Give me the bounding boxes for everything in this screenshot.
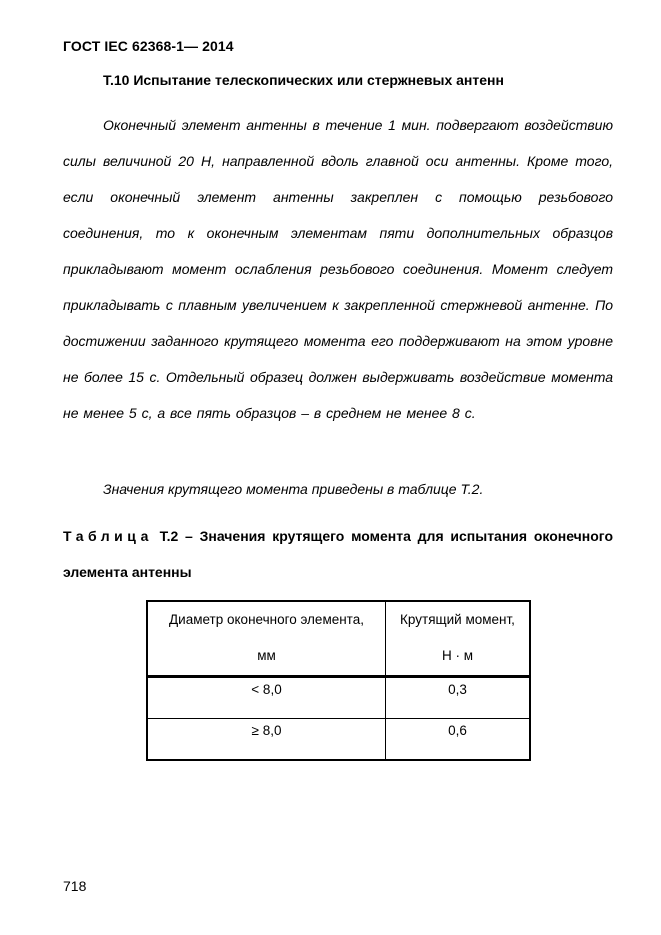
torque-table	[146, 600, 531, 761]
table-cell-torque: 0,3	[386, 677, 531, 719]
table-cell-diameter: ≥ 8,0	[147, 719, 386, 761]
body-paragraph-reference: Значения крутящего момента приведены в таблице Т.2.	[103, 481, 484, 497]
table-cell-torque: 0,6	[386, 719, 531, 761]
page-number: 718	[63, 878, 87, 894]
table-row	[147, 719, 530, 761]
body-paragraph: Оконечный элемент антенны в течение 1 мин. подвергают воздействию силы величиной 20 Н, направленной вдоль главной оси антенны. Кроме того, если оконечный элемент антенны закреплен с помощью резьбового соединения, то к оконечным элементам пяти дополнительных образцов прикладывают момент ослабления резьбового соединения. Момент следует прикладывать с плавным увеличением к закрепленной стержневой антенне. По достижении заданного крутящего момента его поддерживают на этом уровне не более 15 с. Отдельный образец должен выдерживать воздействие момента не менее 5 с, а все пять образцов – в среднем не менее 8 с.	[63, 117, 613, 421]
header-torque-label: Крутящий момент,	[400, 612, 515, 627]
table-cell-diameter: < 8,0	[147, 677, 386, 719]
table-header-cell	[147, 601, 386, 677]
header-diameter-unit: мм	[257, 648, 276, 663]
table-caption	[63, 518, 613, 590]
section-title: Т.10 Испытание телескопических или стержневых антенн	[103, 72, 504, 88]
table-header-cell	[386, 601, 531, 677]
table-row	[147, 677, 530, 719]
table-caption-label: Таблица	[63, 528, 153, 544]
table-header-row	[147, 601, 530, 677]
header-torque-unit: Н · м	[441, 648, 474, 663]
header-diameter-label: Диаметр оконечного элемента,	[169, 612, 364, 627]
table-caption-text: Т.2 – Значения крутящего момента для испытания оконечного элемента антенны	[63, 528, 613, 580]
document-header: ГОСТ IEC 62368-1— 2014	[63, 38, 234, 54]
